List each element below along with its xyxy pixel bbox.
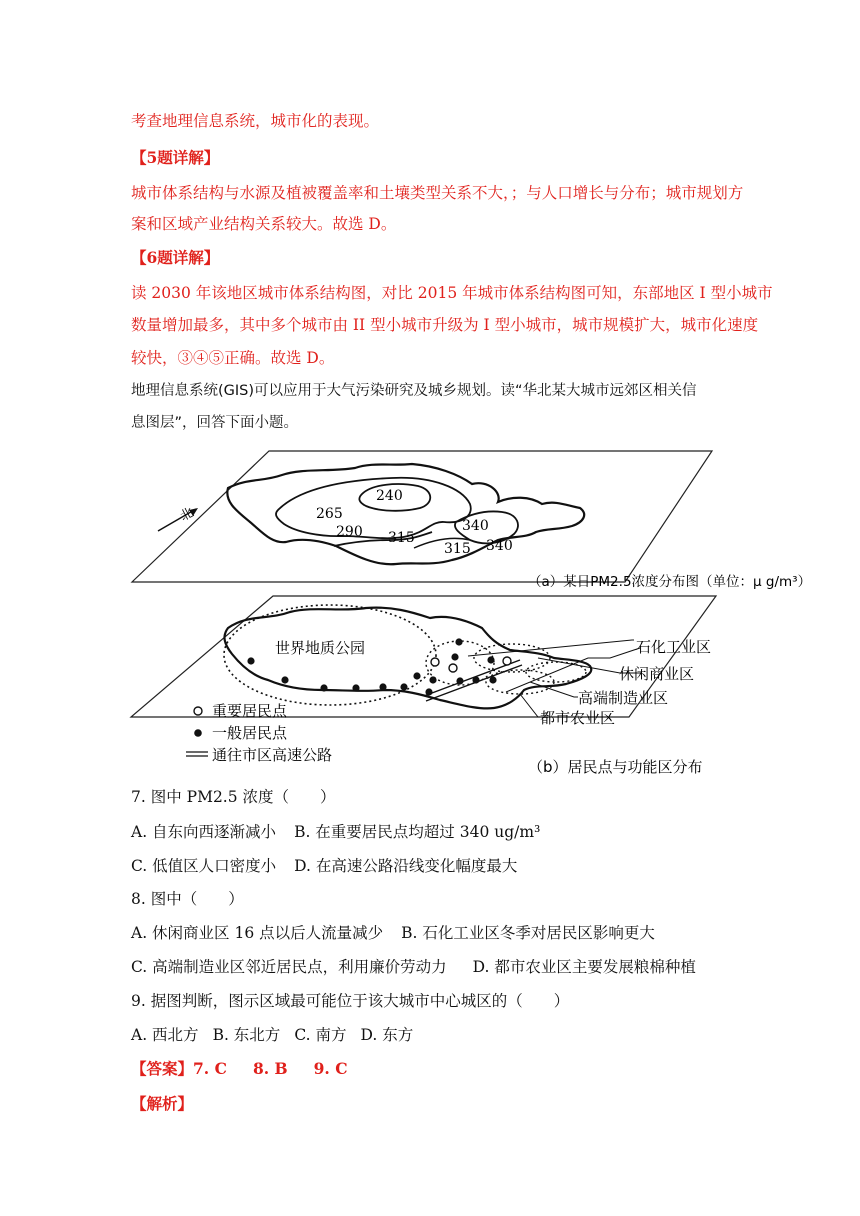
zone-label-leisure: 休闲商业区 bbox=[619, 665, 695, 683]
zone-label-petrochemical: 石化工业区 bbox=[636, 638, 712, 656]
question-7-options-row1 bbox=[131, 822, 540, 842]
question-8-options-row2 bbox=[131, 957, 696, 977]
option-7c: C. 低值区人口密度小 bbox=[131, 857, 277, 875]
caption-a: （a）某日PM2.5浓度分布图（单位：μ g/m³） bbox=[528, 574, 812, 590]
manufacturing-zone-boundary bbox=[486, 670, 554, 694]
geopark-label: 世界地质公园 bbox=[275, 639, 366, 657]
answer-9: 9. C bbox=[313, 1059, 348, 1078]
legend-important-symbol bbox=[194, 707, 202, 715]
option-9c: C. 南方 bbox=[294, 1026, 347, 1044]
question-9-options bbox=[131, 1025, 413, 1045]
contour-label-315b: 315 bbox=[444, 541, 471, 557]
layer-a-plane bbox=[132, 451, 712, 582]
paragraph-q5-line1: 城市体系结构与水源及植被覆盖率和土壤类型关系不大，；与人口增长与分布；城市规划方 bbox=[131, 184, 744, 202]
contour-label-265: 265 bbox=[316, 506, 343, 522]
highway-line-2 bbox=[426, 665, 522, 701]
option-8b: B. 石化工业区冬季对居民区影响更大 bbox=[401, 924, 655, 942]
region-outline-b bbox=[225, 608, 592, 709]
leader-agriculture bbox=[520, 694, 540, 717]
option-8a: A. 休闲商业区 16 点以后人流量减少 bbox=[131, 924, 384, 942]
north-label: 北 bbox=[177, 505, 197, 525]
paragraph-q6-line1: 读 2030 年该地区城市体系结构图，对比 2015 年城市体系结构图可知，东部地区 I 型小城市 bbox=[131, 284, 773, 302]
question-8-options-row1 bbox=[131, 923, 655, 943]
question-8: 8. 图中（ ） bbox=[131, 890, 244, 908]
contour-label-240: 240 bbox=[376, 488, 403, 504]
important-settlements bbox=[431, 657, 511, 672]
zone-label-manufacturing: 高端制造业区 bbox=[578, 689, 669, 707]
leader-petrochemical bbox=[468, 640, 634, 656]
option-7a: A. 自东向西逐渐减小 bbox=[131, 823, 277, 841]
contour-label-340: 340 bbox=[462, 518, 489, 534]
zone-label-agriculture: 都市农业区 bbox=[540, 709, 616, 727]
answer-label: 【答案】 bbox=[131, 1059, 194, 1078]
heading-q6: 【6题详解】 bbox=[131, 248, 220, 267]
question-7-options-row2 bbox=[131, 856, 517, 876]
caption-b: （b）居民点与功能区分布 bbox=[528, 758, 703, 776]
material-intro-line2: 息图层”，回答下面小题。 bbox=[131, 415, 299, 431]
option-7d: D. 在高速公路沿线变化幅度最大 bbox=[294, 857, 518, 875]
material-intro-line1: 地理信息系统(GIS)可以应用于大气污染研究及城乡规划。读“华北某大城市远郊区相关信 bbox=[131, 383, 697, 399]
contour-label-340b: 340 bbox=[486, 538, 513, 554]
analysis-heading: 【解析】 bbox=[131, 1094, 194, 1113]
heading-q5: 【5题详解】 bbox=[131, 148, 220, 167]
legend-highway-label: 通往市区高速公路 bbox=[212, 746, 333, 764]
option-8c: C. 高端制造业区邻近居民点，利用廉价劳动力 bbox=[131, 958, 447, 976]
leader-manufacturing bbox=[530, 682, 578, 697]
paragraph-q6-line3: 较快，③④⑤正确。故选 D。 bbox=[131, 349, 335, 367]
option-8d: D. 都市农业区主要发展粮棉种植 bbox=[472, 958, 696, 976]
paragraph-q6-line2: 数量增加最多，其中多个城市由 II 型小城市升级为 I 型小城市，城市规模扩大，城市化速度 bbox=[131, 316, 759, 334]
question-9: 9. 据图判断，图示区域最可能位于该大城市中心城区的（ ） bbox=[131, 992, 570, 1010]
legend-important-label: 重要居民点 bbox=[212, 702, 288, 720]
contour-label-315: 315 bbox=[388, 530, 415, 546]
paragraph-q5-line2: 案和区域产业结构关系较大。故选 D。 bbox=[131, 215, 397, 233]
answer-8: 8. B bbox=[252, 1059, 288, 1078]
option-9a: A. 西北方 bbox=[131, 1026, 199, 1044]
question-7: 7. 图中 PM2.5 浓度（ ） bbox=[131, 788, 336, 806]
intro-line: 考查地理信息系统，城市化的表现。 bbox=[131, 112, 380, 130]
option-9b: B. 东北方 bbox=[212, 1026, 281, 1044]
contour-label-290: 290 bbox=[336, 524, 363, 540]
legend-general-label: 一般居民点 bbox=[212, 724, 288, 742]
legend-general-symbol bbox=[194, 729, 202, 737]
option-9d: D. 东方 bbox=[360, 1026, 414, 1044]
answer-7: 7. C bbox=[193, 1059, 227, 1078]
option-7b: B. 在重要居民点均超过 340 ug/m³ bbox=[294, 823, 541, 841]
region-outline-a bbox=[227, 464, 584, 564]
answer-line bbox=[131, 1059, 348, 1079]
